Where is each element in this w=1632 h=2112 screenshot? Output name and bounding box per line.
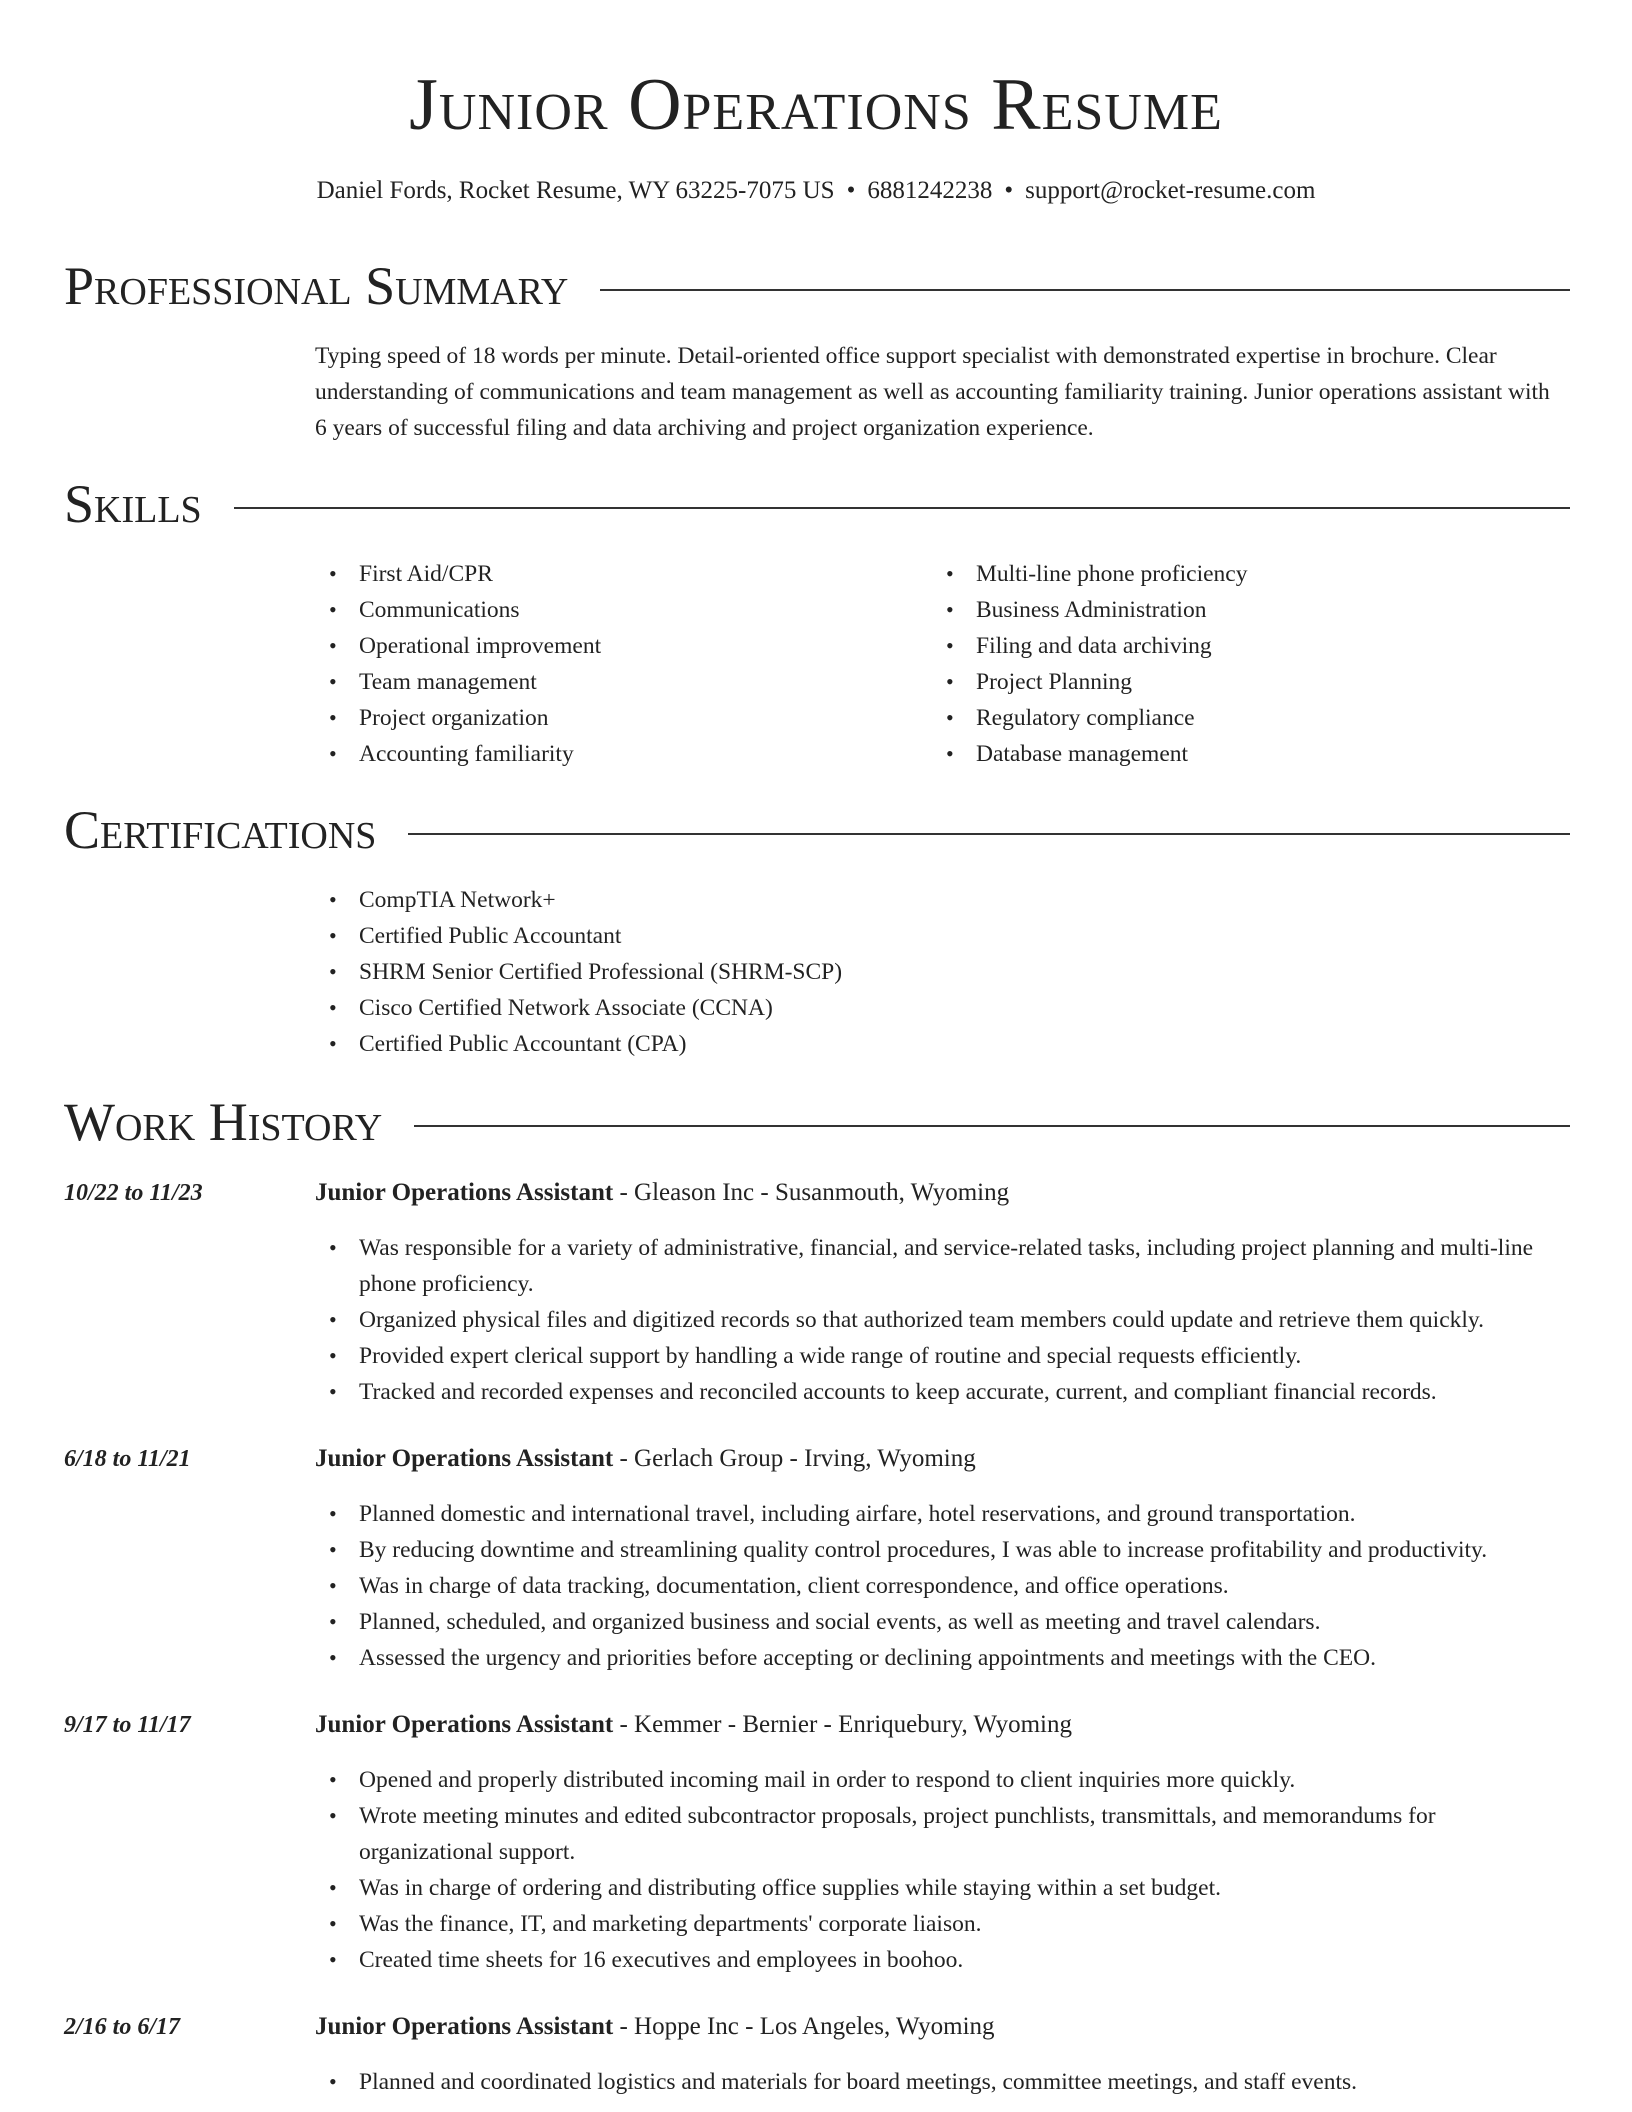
job-bullet: • Planned domestic and international travel, including airfare, hotel reservations, and ground transportation. [315, 1496, 1566, 1532]
job-bullet: • Provided expert clerical support by handling a wide range of routine and special requests efficiently. [315, 1338, 1566, 1374]
job-title: Junior Operations Assistant [315, 1445, 614, 1472]
work-history-heading-text: Work History [64, 1092, 383, 1152]
contact-line [0, 174, 1632, 208]
job-bullets [315, 1762, 1566, 1978]
skill-item: • First Aid/CPR [315, 556, 875, 592]
job-dates: 10/22 to 11/23 [64, 1180, 203, 1206]
skill-item: • Communications [315, 592, 875, 628]
skills-heading-text: Skills [64, 474, 202, 534]
job-bullet: • Was in charge of data tracking, documentation, client correspondence, and office operations. [315, 1568, 1566, 1604]
contact-separator: • [846, 177, 856, 204]
job-heading [315, 1176, 1009, 1210]
skill-item: • Business Administration [932, 592, 1532, 628]
summary-text: Typing speed of 18 words per minute. Detail-oriented office support specialist with demonstrated expertise in brochure. Clear understanding of communications and team management as well as accounting familiarity training. Junior operations assistant with 6 years of successful filing and data archiving and project organization experience. [315, 343, 1550, 441]
job-company-location: - Gleason Inc - Susanmouth, Wyoming [613, 1179, 1010, 1206]
certification-item: • SHRM Senior Certified Professional (SHRM-SCP) [315, 954, 1215, 990]
section-divider [414, 1125, 1570, 1127]
section-divider [600, 289, 1570, 291]
skill-item: • Team management [315, 664, 875, 700]
skills-section-heading [64, 474, 1570, 534]
job-dates: 9/17 to 11/17 [64, 1712, 191, 1738]
certifications-list [315, 882, 1215, 1062]
job-heading [315, 1708, 1072, 1742]
work-history-section-heading [64, 1092, 1570, 1152]
job-bullet: • Planned and coordinated logistics and materials for board meetings, committee meetings, and staff events. [315, 2064, 1566, 2100]
certification-item: • CompTIA Network+ [315, 882, 1215, 918]
contact-phone: 6881242238 [867, 177, 993, 204]
job-bullet: • By reducing downtime and streamlining quality control procedures, I was able to increase profitability and productivity. [315, 1532, 1566, 1568]
job-title: Junior Operations Assistant [315, 1711, 614, 1738]
job-bullets [315, 1230, 1566, 1410]
job-heading [315, 1442, 976, 1476]
job-dates: 2/16 to 6/17 [64, 2014, 181, 2040]
certification-item: • Cisco Certified Network Associate (CCNA) [315, 990, 1215, 1026]
job-title: Junior Operations Assistant [315, 1179, 614, 1206]
skill-item: • Accounting familiarity [315, 736, 875, 772]
skill-item: • Project Planning [932, 664, 1532, 700]
job-bullet: • Was the finance, IT, and marketing departments' corporate liaison. [315, 1906, 1566, 1942]
section-divider [234, 507, 1570, 509]
certifications-section-heading [64, 800, 1570, 860]
job-company-location: - Kemmer - Bernier - Enriquebury, Wyoming [613, 1711, 1072, 1738]
skill-item: • Filing and data archiving [932, 628, 1532, 664]
skill-item: • Multi-line phone proficiency [932, 556, 1532, 592]
skill-item: • Regulatory compliance [932, 700, 1532, 736]
job-bullet: • Planned, scheduled, and organized business and social events, as well as meeting and travel calendars. [315, 1604, 1566, 1640]
job-company-location: - Hoppe Inc - Los Angeles, Wyoming [613, 2013, 995, 2040]
job-title: Junior Operations Assistant [315, 2013, 614, 2040]
skill-item: • Project organization [315, 700, 875, 736]
summary-section-heading [64, 256, 1570, 316]
summary-heading-text: Professional Summary [64, 256, 569, 316]
certifications-heading-text: Certifications [64, 800, 377, 860]
job-bullet: • Wrote meeting minutes and edited subcontractor proposals, project punchlists, transmittals, and memorandums for organizational support. [315, 1798, 1566, 1870]
contact-email: support@rocket-resume.com [1025, 177, 1316, 204]
skills-list-left [315, 556, 875, 772]
contact-address: Daniel Fords, Rocket Resume, WY 63225-7075 US [316, 177, 835, 204]
job-bullet: • Organized physical files and digitized records so that authorized team members could update and retrieve them quickly. [315, 1302, 1566, 1338]
job-bullet: • Assessed the urgency and priorities before accepting or declining appointments and meetings with the CEO. [315, 1640, 1566, 1676]
job-company-location: - Gerlach Group - Irving, Wyoming [613, 1445, 976, 1472]
skills-list-right [932, 556, 1532, 772]
certification-item: • Certified Public Accountant [315, 918, 1215, 954]
job-bullet: • Was in charge of ordering and distributing office supplies while staying within a set budget. [315, 1870, 1566, 1906]
job-bullets [315, 2064, 1566, 2100]
job-bullet: • Created time sheets for 16 executives and employees in boohoo. [315, 1942, 1566, 1978]
resume-title: Junior Operations Resume [409, 64, 1223, 146]
job-bullet: • Opened and properly distributed incoming mail in order to respond to client inquiries more quickly. [315, 1762, 1566, 1798]
job-dates: 6/18 to 11/21 [64, 1446, 191, 1472]
certification-item: • Certified Public Accountant (CPA) [315, 1026, 1215, 1062]
job-heading [315, 2010, 995, 2044]
job-bullet: • Was responsible for a variety of administrative, financial, and service-related tasks, including project planning and multi-line phone proficiency. [315, 1230, 1566, 1302]
skill-item: • Operational improvement [315, 628, 875, 664]
job-bullets [315, 1496, 1566, 1676]
skill-item: • Database management [932, 736, 1532, 772]
job-bullet: • Tracked and recorded expenses and reconciled accounts to keep accurate, current, and compliant financial records. [315, 1374, 1566, 1410]
section-divider [408, 833, 1570, 835]
contact-separator: • [1004, 177, 1014, 204]
